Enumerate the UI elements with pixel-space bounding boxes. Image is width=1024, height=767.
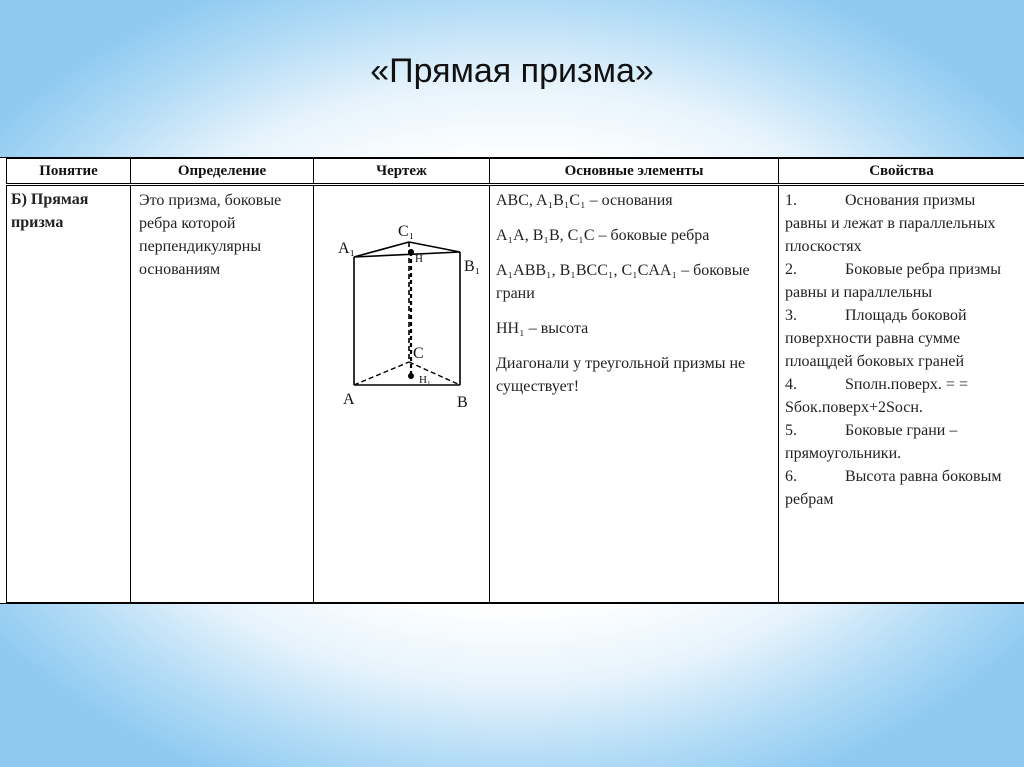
header-drawing: Чертеж <box>314 159 490 185</box>
property-item: 3. Площадь боковой поверхности равна сумме плоащдей боковых граней <box>785 307 967 370</box>
element-bases: ABC, A₁B₁C₁ – основания <box>496 192 673 209</box>
concept-cell: Б) Прямая призма <box>7 185 131 603</box>
label-h: H <box>415 253 423 265</box>
element-lateral-edges: A₁A, B₁B, C₁C – боковые ребра <box>496 227 710 244</box>
header-row <box>7 159 1024 185</box>
header-properties: Свойства <box>779 159 1024 185</box>
prism-table <box>6 158 1024 603</box>
element-diagonals: Диагонали у треугольной призмы не существует! <box>496 355 746 395</box>
header-concept: Понятие <box>7 159 131 185</box>
header-definition: Определение <box>131 159 314 185</box>
drawing-cell <box>314 185 490 603</box>
element-height: HH₁ – высота <box>496 320 589 337</box>
label-b: B <box>457 394 468 411</box>
label-c: C <box>413 345 424 362</box>
header-elements: Основные элементы <box>490 159 779 185</box>
definition-cell: Это призма, боковые ребра которой перпендикулярны основаниям <box>131 185 314 603</box>
element-lateral-faces: A₁ABB₁, B₁BCC₁, C₁CAA₁ – боковые грани <box>496 262 750 302</box>
table-row <box>7 185 1024 603</box>
label-c1: C₁ <box>398 223 415 240</box>
property-item: 2. Боковые ребра призмы равны и параллельны <box>785 261 1001 301</box>
label-h1: H₁ <box>419 374 431 386</box>
label-a1: A₁ <box>338 240 356 257</box>
property-item: 5. Боковые грани – прямоугольники. <box>785 422 958 462</box>
label-b1: B₁ <box>464 258 481 275</box>
property-item: 1. Основания призмы равны и лежат в параллельных плоскостях <box>785 192 996 255</box>
property-item: 4. Sполн.поверх. = = Sбок.поверх+2Sосн. <box>785 376 968 416</box>
table-sheet <box>0 157 1024 604</box>
slide-title: «Прямая призма» <box>370 52 654 90</box>
elements-cell <box>490 185 779 603</box>
properties-cell <box>779 185 1024 603</box>
label-a: A <box>343 391 355 408</box>
prism-drawing <box>314 186 490 600</box>
property-item: 6. Высота равна боковым ребрам <box>785 468 1002 508</box>
